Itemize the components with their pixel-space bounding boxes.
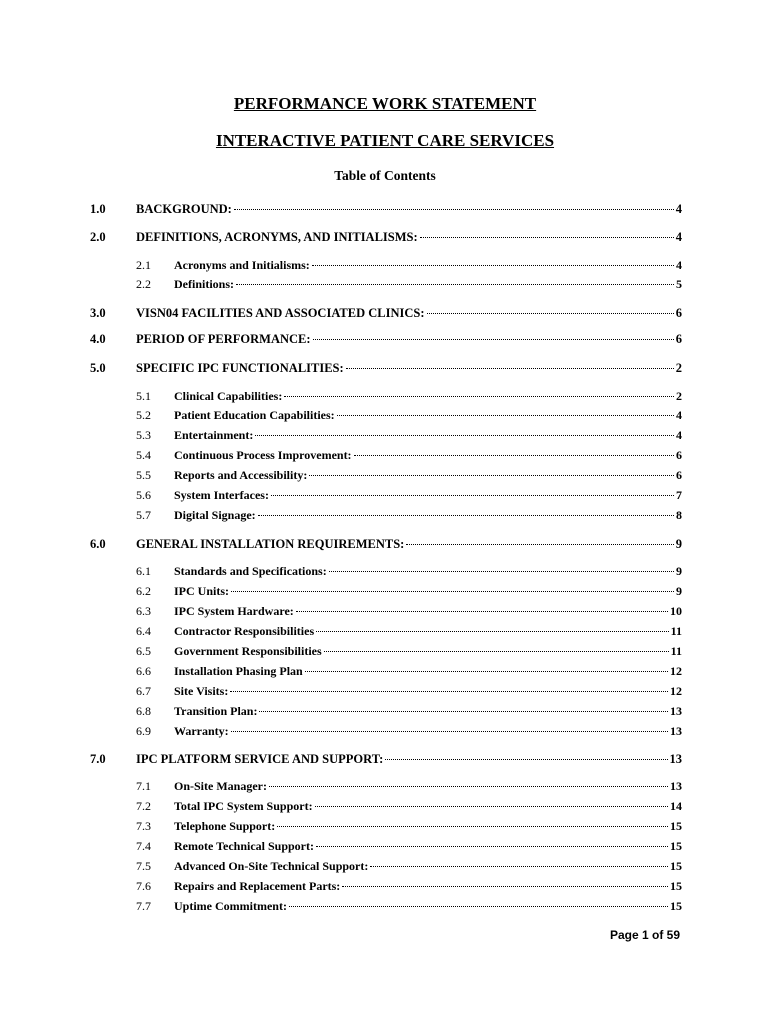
toc-leader-dots: [236, 284, 674, 285]
toc-entry-page: 13: [670, 724, 682, 738]
toc-leader-dots: [312, 265, 674, 266]
toc-entry-page: 15: [670, 859, 682, 873]
toc-leader-dots: [315, 806, 668, 807]
toc-entry[interactable]: [0, 537, 770, 555]
page-footer: Page 1 of 59: [609, 928, 680, 942]
toc-leader-dots: [309, 475, 674, 476]
toc-entry-number: 5.0: [90, 361, 106, 375]
toc-entry[interactable]: [0, 724, 770, 742]
toc-entry-page: 7: [676, 488, 682, 502]
toc-entry[interactable]: [0, 332, 770, 350]
toc-entry-number: 5.6: [136, 488, 151, 502]
toc-leader-dots: [313, 339, 674, 340]
toc-entry-number: 6.1: [136, 564, 151, 578]
toc-entry-title: Warranty:: [174, 724, 229, 738]
toc-entry-number: 3.0: [90, 306, 106, 320]
toc-entry-number: 6.6: [136, 664, 151, 678]
toc-entry-title: On-Site Manager:: [174, 779, 267, 793]
toc-entry[interactable]: [0, 684, 770, 702]
toc-entry-title: Patient Education Capabilities:: [174, 408, 335, 422]
toc-entry-page: 10: [670, 604, 682, 618]
toc-entry[interactable]: [0, 819, 770, 837]
toc-entry-number: 5.3: [136, 428, 151, 442]
toc-entry-title: Contractor Responsibilities: [174, 624, 315, 638]
toc-entry-number: 7.7: [136, 899, 151, 913]
toc-leader-dots: [305, 671, 668, 672]
toc-entry-page: 13: [670, 779, 682, 793]
toc-entry-page: 15: [670, 899, 682, 913]
toc-entry[interactable]: [0, 448, 770, 466]
toc-entry-title: Acronyms and Initialisms:: [174, 258, 310, 272]
toc-entry-page: 14: [670, 799, 682, 813]
toc-entry-page: 8: [676, 508, 682, 522]
toc-entry-page: 13: [670, 704, 682, 718]
toc-entry-page: 2: [676, 389, 682, 403]
toc-entry-number: 6.0: [90, 537, 106, 551]
toc-entry[interactable]: [0, 258, 770, 276]
toc-entry-number: 1.0: [90, 202, 106, 216]
toc-entry-page: 9: [676, 564, 682, 578]
toc-entry-number: 7.3: [136, 819, 151, 833]
toc-entry[interactable]: [0, 202, 770, 220]
toc-entry-number: 5.1: [136, 389, 151, 403]
toc-entry-title: Standards and Specifications:: [174, 564, 327, 578]
toc-entry[interactable]: [0, 879, 770, 897]
toc-leader-dots: [284, 396, 674, 397]
toc-entry-title: Definitions:: [174, 277, 234, 291]
toc-entry-number: 6.4: [136, 624, 151, 638]
toc-entry-page: 9: [675, 537, 682, 551]
toc-entry-title: Remote Technical Support:: [174, 839, 315, 853]
toc-leader-dots: [420, 237, 674, 238]
toc-entry-number: 2.2: [136, 277, 151, 291]
toc-entry-page: 9: [676, 584, 682, 598]
toc-leader-dots: [230, 691, 668, 692]
toc-entry-number: 7.2: [136, 799, 151, 813]
toc-entry-page: 2: [675, 361, 682, 375]
toc-entry[interactable]: [0, 361, 770, 379]
toc-entry-page: 15: [670, 879, 682, 893]
toc-entry-number: 4.0: [90, 332, 106, 346]
toc-entry-title: Continuous Process Improvement:: [174, 448, 352, 462]
toc-entry[interactable]: [0, 277, 770, 295]
toc-leader-dots: [258, 515, 674, 516]
toc-leader-dots: [427, 313, 674, 314]
toc-entry-title: Digital Signage:: [174, 508, 256, 522]
toc-entry-title: IPC PLATFORM SERVICE AND SUPPORT:: [136, 752, 384, 766]
toc-entry-title: GENERAL INSTALLATION REQUIREMENTS:: [136, 537, 405, 551]
document-title: PERFORMANCE WORK STATEMENT: [233, 94, 537, 113]
toc-leader-dots: [354, 455, 674, 456]
toc-entry[interactable]: [0, 899, 770, 917]
toc-entry-number: 6.2: [136, 584, 151, 598]
toc-entry-number: 2.1: [136, 258, 151, 272]
toc-leader-dots: [231, 731, 668, 732]
toc-leader-dots: [296, 611, 668, 612]
toc-leader-dots: [316, 631, 669, 632]
toc-entry-number: 6.7: [136, 684, 151, 698]
toc-entry[interactable]: [0, 584, 770, 602]
toc-entry-number: 2.0: [90, 230, 106, 244]
toc-entry-page: 11: [670, 624, 682, 638]
toc-leader-dots: [269, 786, 668, 787]
toc-entry-title: BACKGROUND:: [136, 202, 232, 216]
toc-leader-dots: [370, 866, 668, 867]
toc-entry[interactable]: [0, 799, 770, 817]
toc-entry[interactable]: [0, 859, 770, 877]
toc-entry-title: Transition Plan:: [174, 704, 258, 718]
toc-entry-page: 4: [675, 230, 682, 244]
toc-leader-dots: [255, 435, 674, 436]
toc-entry[interactable]: [0, 508, 770, 526]
toc-leader-dots: [289, 906, 668, 907]
toc-entry-number: 6.8: [136, 704, 151, 718]
toc-entry-number: 7.1: [136, 779, 151, 793]
toc-entry-page: 6: [676, 468, 682, 482]
document-subtitle: INTERACTIVE PATIENT CARE SERVICES: [215, 131, 555, 150]
toc-leader-dots: [342, 886, 668, 887]
toc-entry-title: Government Responsibilities: [174, 644, 322, 658]
toc-entry-title: IPC Units:: [174, 584, 230, 598]
toc-leader-dots: [324, 651, 669, 652]
toc-entry-page: 6: [675, 306, 682, 320]
toc-leader-dots: [259, 711, 668, 712]
toc-entry[interactable]: [0, 564, 770, 582]
toc-leader-dots: [231, 591, 674, 592]
toc-entry-page: 5: [676, 277, 682, 291]
toc-entry-title: Reports and Accessibility:: [174, 468, 308, 482]
toc-entry-number: 5.7: [136, 508, 151, 522]
toc-entry[interactable]: [0, 644, 770, 662]
toc-leader-dots: [271, 495, 674, 496]
toc-entry-page: 6: [676, 448, 682, 462]
toc-entry[interactable]: [0, 230, 770, 248]
toc-entry-number: 6.3: [136, 604, 151, 618]
toc-leader-dots: [406, 544, 673, 545]
toc-entry[interactable]: [0, 488, 770, 506]
toc-entry-page: 4: [675, 202, 682, 216]
toc-entry-number: 5.5: [136, 468, 151, 482]
toc-entry[interactable]: [0, 752, 770, 770]
toc-entry-page: 13: [669, 752, 682, 766]
toc-entry-page: 12: [670, 684, 682, 698]
toc-entry[interactable]: [0, 389, 770, 407]
toc-entry-page: 15: [670, 839, 682, 853]
toc-entry[interactable]: [0, 779, 770, 797]
toc-entry-title: PERIOD OF PERFORMANCE:: [136, 332, 311, 346]
toc-leader-dots: [337, 415, 674, 416]
toc-leader-dots: [316, 846, 668, 847]
toc-entry-number: 7.4: [136, 839, 151, 853]
toc-entry-page: 4: [676, 408, 682, 422]
toc-entry-title: Uptime Commitment:: [174, 899, 287, 913]
toc-entry-title: VISN04 FACILITIES AND ASSOCIATED CLINICS:: [136, 306, 425, 320]
toc-entry[interactable]: [0, 408, 770, 426]
toc-entry[interactable]: [0, 428, 770, 446]
toc-entry-title: Repairs and Replacement Parts:: [174, 879, 341, 893]
toc-entry-title: Installation Phasing Plan: [174, 664, 303, 678]
toc-entry[interactable]: [0, 468, 770, 486]
toc-entry[interactable]: [0, 664, 770, 682]
toc-leader-dots: [385, 759, 667, 760]
toc-entry-page: 15: [670, 819, 682, 833]
toc-leader-dots: [346, 368, 674, 369]
toc-entry-title: Clinical Capabilities:: [174, 389, 283, 403]
toc-entry-page: 12: [670, 664, 682, 678]
toc-entry-number: 6.9: [136, 724, 151, 738]
toc-entry-number: 7.0: [90, 752, 106, 766]
toc-entry-number: 5.4: [136, 448, 151, 462]
toc-entry-number: 7.6: [136, 879, 151, 893]
toc-entry[interactable]: [0, 306, 770, 324]
toc-leader-dots: [329, 571, 674, 572]
toc-entry-number: 6.5: [136, 644, 151, 658]
toc-leader-dots: [234, 209, 674, 210]
toc-entry-title: Advanced On-Site Technical Support:: [174, 859, 369, 873]
toc-entry[interactable]: [0, 839, 770, 857]
toc-entry-title: DEFINITIONS, ACRONYMS, AND INITIALISMS:: [136, 230, 418, 244]
toc-entry[interactable]: [0, 604, 770, 622]
toc-entry[interactable]: [0, 704, 770, 722]
toc-heading: Table of Contents: [334, 168, 436, 183]
toc-entry-number: 5.2: [136, 408, 151, 422]
toc-entry-page: 4: [676, 428, 682, 442]
toc-entry-title: System Interfaces:: [174, 488, 269, 502]
toc-entry-page: 11: [670, 644, 682, 658]
toc-entry-page: 4: [676, 258, 682, 272]
toc-entry-title: Site Visits:: [174, 684, 229, 698]
toc-entry-title: Total IPC System Support:: [174, 799, 313, 813]
toc-entry-title: IPC System Hardware:: [174, 604, 294, 618]
toc-entry-page: 6: [675, 332, 682, 346]
toc-entry-number: 7.5: [136, 859, 151, 873]
toc-entry-title: Entertainment:: [174, 428, 254, 442]
toc-entry-title: SPECIFIC IPC FUNCTIONALITIES:: [136, 361, 344, 375]
toc-entry-title: Telephone Support:: [174, 819, 276, 833]
toc-entry[interactable]: [0, 624, 770, 642]
toc-leader-dots: [277, 826, 668, 827]
